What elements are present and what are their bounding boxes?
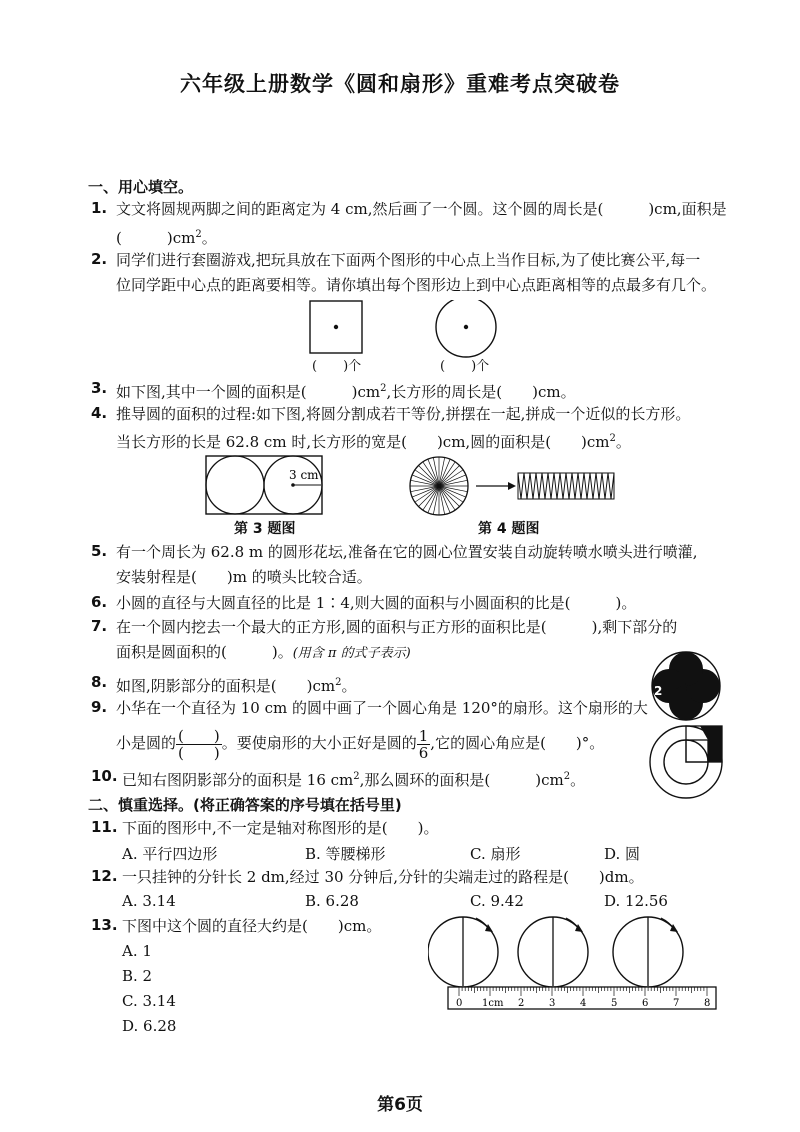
q2-figures bbox=[300, 300, 530, 362]
q4-number: 4. bbox=[91, 404, 108, 422]
section-1-heading: 一、用心填空。 bbox=[88, 178, 194, 196]
ruler-label: 6 bbox=[642, 998, 649, 1009]
q5-line1: 有一个周长为 62.8 m 的圆形花坛,准备在它的圆心位置安装自动旋转喷水喷头进行喷灌, bbox=[116, 543, 698, 561]
q11-text: 下面的图形中,不一定是轴对称图形的是( )。 bbox=[122, 819, 439, 837]
q7-line2: 面积是圆面积的( )。(用含 π 的式子表示) bbox=[116, 643, 411, 661]
q3-text: 如下图,其中一个圆的面积是( )$cm^2$,长方形的周长是( )cm。 bbox=[116, 383, 576, 401]
q2-number: 2. bbox=[91, 250, 108, 268]
q7-line1: 在一个圆内挖去一个最大的正方形,圆的面积与正方形的面积比是( ),剩下部分的 bbox=[116, 618, 678, 636]
q5-number: 5. bbox=[91, 542, 108, 560]
q5-line2: 安装射程是( )m 的喷头比较合适。 bbox=[116, 568, 372, 586]
ruler-label: 2 bbox=[518, 998, 525, 1009]
q2-caption-circle: ( )个 bbox=[440, 359, 490, 374]
q10-ring-figure bbox=[648, 724, 724, 800]
fig4-caption: 第 4 题图 bbox=[478, 521, 540, 537]
ruler-label: 1cm bbox=[482, 998, 504, 1009]
q13-option-b[interactable]: B. 2 bbox=[122, 967, 153, 985]
q11-option-b[interactable]: B. 等腰梯形 bbox=[305, 845, 386, 863]
q9-fraction-one-sixth: $\frac{1}{6}$ bbox=[418, 726, 429, 762]
q4-line2: 当长方形的长是 62.8 cm 时,长方形的宽是( )cm,圆的面积是( )$cm^2$。 bbox=[116, 433, 631, 451]
q11-option-a[interactable]: A. 平行四边形 bbox=[122, 845, 218, 863]
q9-number: 9. bbox=[91, 698, 108, 716]
q1-line1: 文文将圆规两脚之间的距离定为 4 cm,然后画了一个圆。这个圆的周长是( )cm,面积是 bbox=[116, 200, 727, 218]
q8-pinwheel-figure bbox=[650, 650, 722, 722]
q12-text: 一只挂钟的分针长 2 dm,经过 30 分钟后,分针的尖端走过的路程是( )dm。 bbox=[122, 868, 644, 886]
ruler-label: 7 bbox=[673, 998, 680, 1009]
ruler-label: 0 bbox=[456, 998, 463, 1009]
q8-text: 如图,阴影部分的面积是( )$cm^2$。 bbox=[116, 677, 357, 695]
q4-line1: 推导圆的面积的过程:如下图,将圆分割成若干等份,拼摆在一起,拼成一个近似的长方形。 bbox=[116, 405, 691, 423]
ruler-label: 8 bbox=[704, 998, 711, 1009]
q9-line2: 小是圆的 $\frac{( )}{( )}$ 。要使扇形的大小正好是圆的 $\frac{1}{6}$ ,它的圆心角应是( )°。 bbox=[116, 726, 605, 762]
q1-line2: ( )$cm^2$。 bbox=[116, 229, 217, 247]
ruler-label: 3 bbox=[549, 998, 556, 1009]
fig4-circle-to-rectangle bbox=[408, 455, 618, 517]
fig3-rectangle-circles bbox=[205, 455, 325, 517]
q12-number: 12. bbox=[91, 867, 118, 885]
section-2-heading: 二、慎重选择。(将正确答案的序号填在括号里) bbox=[88, 796, 402, 814]
q12-option-b[interactable]: B. 6.28 bbox=[305, 892, 359, 910]
q3-number: 3. bbox=[91, 379, 108, 397]
q13-number: 13. bbox=[91, 916, 118, 934]
q2-caption-square: ( )个 bbox=[312, 359, 362, 374]
ruler-label: 4 bbox=[580, 998, 587, 1009]
q12-option-a[interactable]: A. 3.14 bbox=[122, 892, 176, 910]
q2-line2: 位同学距中心点的距离要相等。请你填出每个图形边上到中心点距离相等的点最多有几个。 bbox=[116, 276, 717, 294]
q11-number: 11. bbox=[91, 818, 118, 836]
q10-text: 已知右图阴影部分的面积是 16 $cm^2$,那么圆环的面积是( )$cm^2$。 bbox=[122, 771, 586, 789]
q13-option-c[interactable]: C. 3.14 bbox=[122, 992, 176, 1010]
page-number: 第6页 bbox=[377, 1095, 423, 1115]
q6-number: 6. bbox=[91, 593, 108, 611]
q13-option-d[interactable]: D. 6.28 bbox=[122, 1017, 177, 1035]
q6-text: 小圆的直径与大圆直径的比是 1∶4,则大圆的面积与小圆面积的比是( )。 bbox=[116, 594, 637, 612]
q9-fraction-blank: $\frac{( )}{( )}$ bbox=[178, 726, 220, 762]
circle-center-dot bbox=[464, 325, 468, 329]
q8-number: 8. bbox=[91, 673, 108, 691]
fig3-label: 3 cm bbox=[289, 468, 319, 482]
q12-option-d[interactable]: D. 12.56 bbox=[604, 892, 668, 910]
page-title: 六年级上册数学《圆和扇形》重难考点突破卷 bbox=[180, 72, 620, 96]
q8-label: 2 bbox=[654, 684, 663, 698]
q12-option-c[interactable]: C. 9.42 bbox=[470, 892, 524, 910]
q11-option-c[interactable]: C. 扇形 bbox=[470, 845, 521, 863]
q7-number: 7. bbox=[91, 617, 108, 635]
q11-option-d[interactable]: D. 圆 bbox=[604, 845, 641, 863]
square-center-dot bbox=[334, 325, 338, 329]
q13-option-a[interactable]: A. 1 bbox=[122, 942, 152, 960]
q13-text: 下图中这个圆的直径大约是( )cm。 bbox=[122, 917, 382, 935]
ruler-label: 5 bbox=[611, 998, 618, 1009]
q2-line1: 同学们进行套圈游戏,把玩具放在下面两个图形的中心点上当作目标,为了使比赛公平,每一 bbox=[116, 251, 701, 269]
q13-ruler-figure bbox=[428, 912, 728, 1010]
fig3-caption: 第 3 题图 bbox=[234, 521, 296, 537]
q1-number: 1. bbox=[91, 199, 108, 217]
q9-line1: 小华在一个直径为 10 cm 的圆中画了一个圆心角是 120°的扇形。这个扇形的大 bbox=[116, 699, 648, 717]
q10-number: 10. bbox=[91, 767, 118, 785]
